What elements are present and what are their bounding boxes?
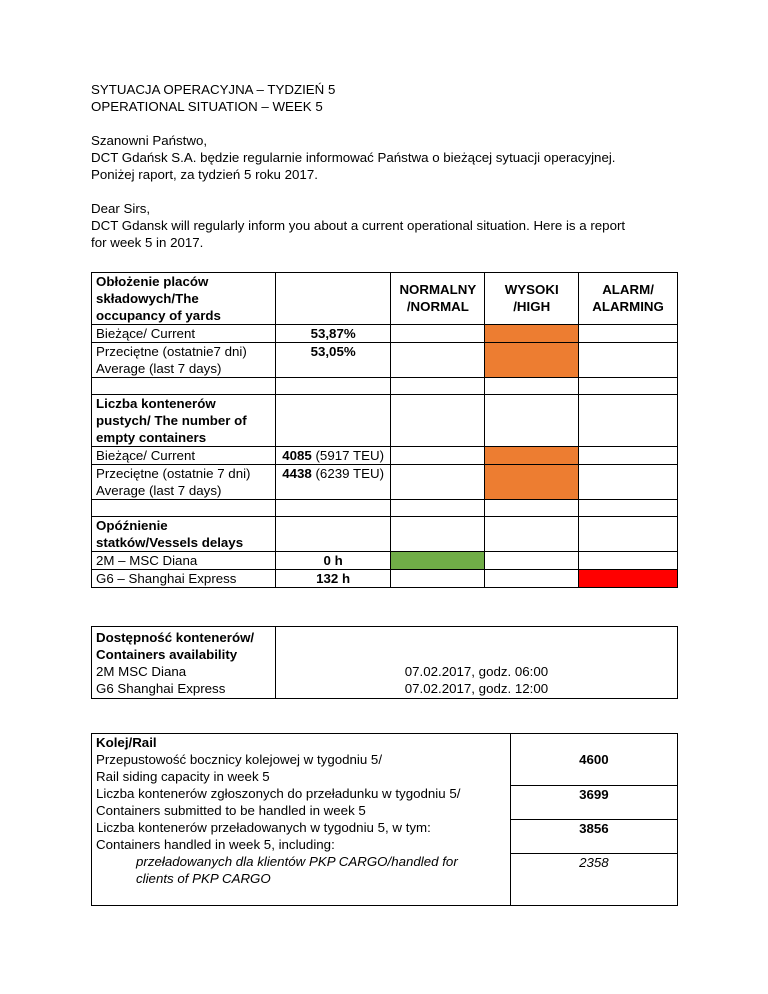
intro-en-line1: DCT Gdansk will regularly inform you about a current operational situation. Here is a report bbox=[91, 218, 626, 233]
rail-row3-label: Liczba kontenerów przeładowanych w tygodniu 5, w tym: Containers handled in week 5, including: bbox=[92, 819, 511, 853]
yard-current-high-indicator bbox=[485, 325, 579, 343]
greeting-en: Dear Sirs, bbox=[91, 201, 151, 216]
delay-vessel1-label: 2M – MSC Diana bbox=[92, 552, 276, 570]
intro-en bbox=[91, 200, 625, 251]
yard-title: Obłożenie placów składowych/The occupancy of yards bbox=[92, 273, 276, 325]
rail-row3-value: 3856 bbox=[510, 819, 677, 853]
availability-table bbox=[91, 626, 678, 699]
yard-avg-value: 53,05% bbox=[275, 343, 391, 378]
intro-en-line2: for week 5 in 2017. bbox=[91, 235, 204, 250]
rail-row4-label: przeładowanych dla klientów PKP CARGO/handled for clients of PKP CARGO bbox=[92, 853, 511, 905]
col-header-alarm: ALARM/ ALARMING bbox=[579, 273, 678, 325]
delay-vessel2-alarm-indicator bbox=[579, 570, 678, 588]
report-title bbox=[91, 81, 335, 115]
delays-title: Opóźnienie statków/Vessels delays bbox=[92, 517, 276, 552]
rail-title: Kolej/Rail bbox=[92, 734, 511, 752]
title-pl: SYTUACJA OPERACYJNA – TYDZIEŃ 5 bbox=[91, 82, 336, 97]
delay-vessel1-normal-indicator bbox=[391, 552, 485, 570]
availability-left: Dostępność kontenerów/ Containers availability 2M MSC Diana G6 Shanghai Express bbox=[92, 627, 276, 699]
rail-row2-value: 3699 bbox=[510, 785, 677, 819]
rail-row2-label: Liczba kontenerów zgłoszonych do przeładunku w tygodniu 5/ Containers submitted to be handled in week 5 bbox=[92, 785, 511, 819]
rail-table bbox=[91, 733, 678, 906]
intro-pl-line2: Poniżej raport, za tydzień 5 roku 2017. bbox=[91, 167, 318, 182]
yard-current-value: 53,87% bbox=[275, 325, 391, 343]
delay-vessel1-value: 0 h bbox=[275, 552, 391, 570]
col-header-high: WYSOKI /HIGH bbox=[485, 273, 579, 325]
delay-vessel2-value: 132 h bbox=[275, 570, 391, 588]
rail-row1-label: Przepustowość bocznicy kolejowej w tygodniu 5/ Rail siding capacity in week 5 bbox=[92, 751, 511, 785]
availability-right bbox=[275, 627, 677, 699]
col-header-normal: NORMALNY /NORMAL bbox=[391, 273, 485, 325]
availability-vessel1: 2M MSC Diana bbox=[96, 664, 187, 679]
empty-avg-value: 4438 (6239 TEU) bbox=[275, 465, 391, 500]
rail-row1-value: 4600 bbox=[510, 751, 677, 785]
yard-avg-high-indicator bbox=[485, 343, 579, 378]
availability-time1: 07.02.2017, godz. 06:00 bbox=[404, 664, 549, 679]
intro-pl-line1: DCT Gdańsk S.A. będzie regularnie informować Państwa o bieżącej sytuacji operacyjnej. bbox=[91, 150, 616, 165]
title-en: OPERATIONAL SITUATION – WEEK 5 bbox=[91, 99, 323, 114]
greeting-pl: Szanowni Państwo, bbox=[91, 133, 208, 148]
rail-row4-value: 2358 bbox=[510, 853, 677, 905]
empty-avg-label: Przeciętne (ostatnie 7 dni) Average (last 7 days) bbox=[92, 465, 276, 500]
status-table bbox=[91, 272, 678, 588]
availability-time2: 07.02.2017, godz. 12:00 bbox=[404, 681, 549, 696]
empty-title: Liczba kontenerów pustych/ The number of empty containers bbox=[92, 395, 276, 447]
yard-current-label: Bieżące/ Current bbox=[92, 325, 276, 343]
empty-avg-high-indicator bbox=[485, 465, 579, 500]
empty-current-high-indicator bbox=[485, 447, 579, 465]
delay-vessel2-label: G6 – Shanghai Express bbox=[92, 570, 276, 588]
empty-current-value: 4085 (5917 TEU) bbox=[275, 447, 391, 465]
empty-current-label: Bieżące/ Current bbox=[92, 447, 276, 465]
intro-pl bbox=[91, 132, 616, 183]
availability-vessel2: G6 Shanghai Express bbox=[96, 681, 226, 696]
yard-avg-label: Przeciętne (ostatnie7 dni) Average (last 7 days) bbox=[92, 343, 276, 378]
